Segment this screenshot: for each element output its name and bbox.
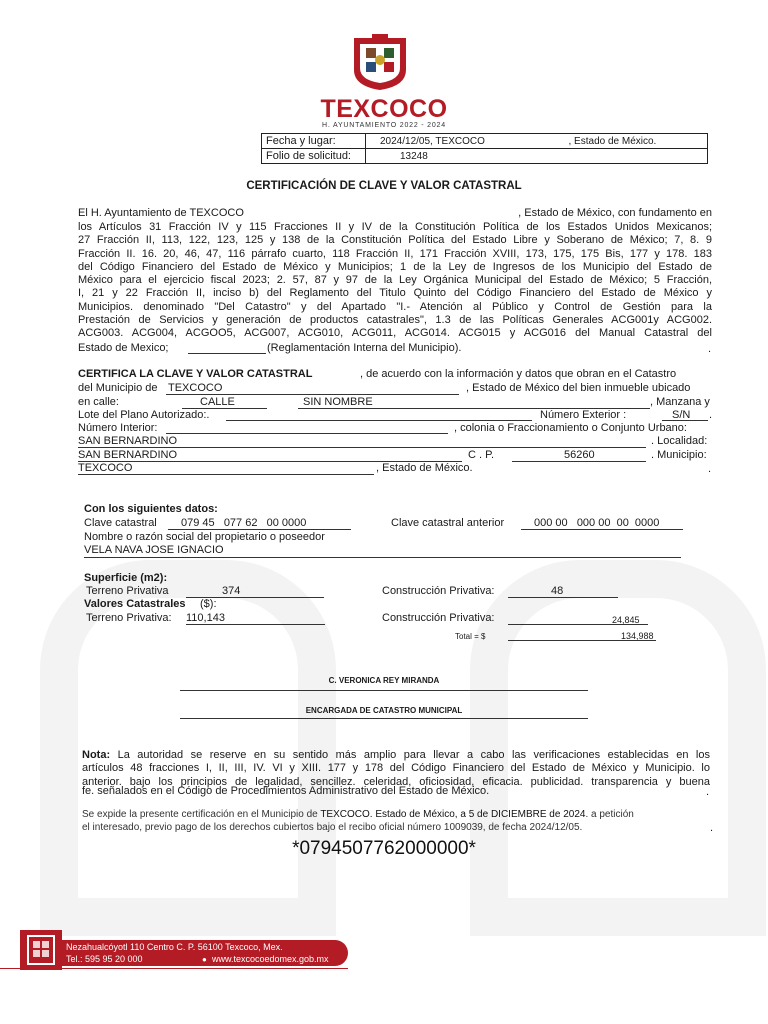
clave-anterior-value: 000 00 000 00 00 0000 xyxy=(534,517,660,529)
signer-name: C. VERONICA REY MIRANDA xyxy=(328,676,440,685)
intro-line: I, 21 y 22 Fracción II, inciso b) del Reglamento del Titulo Quinto del Código Financiero del Estado de México y xyxy=(78,287,712,300)
date-label: Fecha y lugar: xyxy=(262,134,366,149)
signature-line-1 xyxy=(180,690,588,691)
footer-bar xyxy=(62,940,348,966)
terreno-value: 374 xyxy=(222,585,241,597)
folio-value: 13248 xyxy=(400,150,428,162)
intro-line: Municipios. denominado "Del Catastro" y del Apartado "I.- Atención al Público y Control de Gestión para la xyxy=(78,300,712,313)
municipio-value: TEXCOCO xyxy=(168,382,223,394)
municipio2-value: TEXCOCO xyxy=(78,462,133,474)
intro-line: del Código Financiero del Estado de México y Municipios; 1 de la Ley de Ingresos de los Municipio del Estado de xyxy=(78,260,712,273)
nombre-line xyxy=(84,557,681,558)
intro-dot: . xyxy=(708,343,712,355)
localidad-label: . Localidad: xyxy=(651,435,708,447)
cp-label: C . P. xyxy=(468,449,495,461)
expide-day: 5 de DICIEMBRE de 2024 xyxy=(468,809,586,820)
intro-line: ACG003. ACG004, ACGOO5, ACG007, ACG010, ACG011, ACG014. ACG015 y ACG016 del Manual Catastral del xyxy=(78,327,712,340)
coat-of-arms-logo xyxy=(348,34,412,92)
footer-emblem xyxy=(20,930,62,970)
nombre-value: VELA NAVA JOSE IGNACIO xyxy=(84,544,224,556)
signer-position: ENCARGADA DE CATASTRO MUNICIPAL xyxy=(305,706,463,715)
num-ext-value: S/N xyxy=(672,409,691,421)
nota-line: anterior. bajo los principios de legalidad, sencillez. celeridad, oficiosidad, eficacia. publicidad. transparencia y buena xyxy=(82,775,710,788)
num-int-label: Número Interior: xyxy=(78,422,158,434)
folio-label: Folio de solicitud: xyxy=(262,149,366,164)
total-line xyxy=(508,640,656,641)
clave-anterior-label: Clave catastral anterior xyxy=(391,517,505,529)
expide-line-2: el interesado, previo pago de los derechos cubiertos bajo el recibo oficial número 1009039, de fecha 2024/12/05. xyxy=(82,822,583,833)
terreno-valor-label: Terreno Privativa: xyxy=(86,612,172,624)
nota-dot: . xyxy=(706,786,710,798)
municipio2-label: . Municipio: xyxy=(651,449,707,461)
intro-line: los Artículos 31 Fracción IV y 115 Fracciones II y IV de la Constitución Política de los Estados Unidos Mexicanos; xyxy=(78,221,712,233)
colonia-value: SAN BERNARDINO xyxy=(78,435,178,447)
num-ext-dot: . xyxy=(709,409,713,421)
localidad-value: SAN BERNARDINO xyxy=(78,449,178,461)
construccion-line xyxy=(508,597,618,598)
colonia-line xyxy=(78,447,646,448)
cp-line xyxy=(512,461,646,462)
barcode-text: *0794507762000000* xyxy=(292,838,476,859)
calle-value-2: SIN NOMBRE xyxy=(303,396,373,408)
construccion-valor-value: 24,845 xyxy=(612,615,640,625)
intro-start: El H. Ayuntamiento de TEXCOCO xyxy=(78,207,244,219)
municipio-line xyxy=(166,394,459,395)
footer-divider xyxy=(0,968,348,969)
num-ext-line xyxy=(662,420,708,421)
municipio-label: del Municipio de xyxy=(78,382,158,394)
terreno-valor-line xyxy=(186,624,325,625)
intro-blank-line xyxy=(188,353,266,354)
clave-anterior-line xyxy=(521,529,683,530)
calle-label: en calle: xyxy=(78,396,119,408)
signature-line-2 xyxy=(180,718,588,719)
intro-end: , Estado de México, con fundamento en xyxy=(518,207,712,219)
calle-value-1: CALLE xyxy=(200,396,235,408)
footer-web: www.texcocoedomex.gob.mx xyxy=(212,954,329,964)
clave-value: 079 45 077 62 00 0000 xyxy=(181,517,307,529)
nota-label: Nota: xyxy=(82,749,111,761)
valores-label: Valores Catastrales xyxy=(84,598,186,610)
lote-line xyxy=(226,420,532,421)
colonia-label: , colonia o Fraccionamiento o Conjunto Urbano: xyxy=(454,422,687,434)
expide-p2: . Estado de México, a xyxy=(369,809,466,820)
intro-last-end: (Reglamentación Interna del Municipio). xyxy=(267,342,462,354)
valores-unit: ($): xyxy=(200,598,217,610)
num-int-line xyxy=(166,433,448,434)
after-municipio: , Estado de México del bien inmueble ubicado xyxy=(466,382,691,394)
expide-p1: Se expide la presente certificación en el Municipio de xyxy=(82,809,318,820)
date-value: 2024/12/05, TEXCOCO xyxy=(380,135,485,147)
footer-phone: Tel.: 595 95 20 000 xyxy=(66,954,143,964)
intro-last-start: Estado de Mexico; xyxy=(78,342,169,354)
certifica-after-heading: , de acuerdo con la información y datos que obran en el Catastro xyxy=(360,368,677,380)
total-value: 134,988 xyxy=(621,631,654,641)
expide-line-1 xyxy=(82,808,634,822)
municipio2-line xyxy=(78,474,374,475)
manzana-label: , Manzana y xyxy=(650,396,710,408)
datos-heading: Con los siguientes datos: xyxy=(84,503,218,515)
intro-paragraph xyxy=(78,221,712,341)
num-ext-label: Número Exterior : xyxy=(540,409,627,421)
administration-subtitle: H. AYUNTAMIENTO 2022 - 2024 xyxy=(322,122,446,129)
nota-first: La autoridad se reserve en su sentido más amplio para llevar a cabo las verificaciones establecidas en los xyxy=(117,749,710,761)
state-value: , Estado de México. xyxy=(568,135,657,147)
nombre-label: Nombre o razón social del propietario o poseedor xyxy=(84,531,325,543)
construccion-value: 48 xyxy=(551,585,564,597)
intro-line: Prestación de Servicios y generación de productos catastrales", 1.3 de las Políticas Generales ACG001y ACG002. xyxy=(78,314,712,327)
terreno-label: Terreno Privativa xyxy=(86,585,169,597)
expide-city: TEXCOCO xyxy=(320,809,370,820)
construccion-valor-line xyxy=(508,624,648,625)
nota-last: fe. señalados en el Código de Procedimientos Administrativo del Estado de México. xyxy=(82,785,490,797)
expide-p3: . a petición xyxy=(585,809,634,820)
globe-icon: ● xyxy=(202,955,207,964)
document-title: CERTIFICACIÓN DE CLAVE Y VALOR CATASTRAL xyxy=(246,180,522,192)
certifica-end-dot: . xyxy=(708,463,712,475)
superficie-label: Superficie (m2): xyxy=(84,572,168,584)
intro-line: Fracción II. 16. 20, 46, 47, 116 párrafo cuarto, 118 Fracción II, 171 Fracción XVIII, 173, 175, 175 Bis, 177 y 178. 183 xyxy=(78,247,712,260)
total-label: Total = $ xyxy=(455,632,486,641)
certifica-heading: CERTIFICA LA CLAVE Y VALOR CATASTRAL xyxy=(78,368,313,380)
clave-line xyxy=(168,529,351,530)
cp-value: 56260 xyxy=(564,449,595,461)
construccion-valor-label: Construcción Privativa: xyxy=(382,612,495,624)
expide-dot: . xyxy=(710,822,714,834)
construccion-label: Construcción Privativa: xyxy=(382,585,495,597)
municipality-name: TEXCOCO xyxy=(320,95,448,123)
estado-label: , Estado de México. xyxy=(376,462,473,474)
clave-label: Clave catastral xyxy=(84,517,157,529)
request-info-table xyxy=(261,133,708,164)
intro-line: 27 Fracción II, 113, 122, 123, 125 y 138 de la Constitución Política del Estado Libre y Soberano de México; 7, 8. 9 xyxy=(78,234,712,247)
footer-address: Nezahualcóyotl 110 Centro C. P. 56100 Texcoco, Mex. xyxy=(66,942,283,952)
nota-first-line xyxy=(82,749,710,789)
intro-line: México para el ejercicio fiscal 2023; 2. 57, 87 y 97 de la Ley Orgánica Municipal del Estado de México; 5 Fracción, xyxy=(78,274,712,287)
nota-line: artículos 48 fracciones I, II, III, IV. VI y XIII. 177 y 178 del Código Financiero del Estado de México y Municipio. lo xyxy=(82,762,710,775)
terreno-valor-value: 110,143 xyxy=(186,612,225,624)
lote-label: Lote del Plano Autorizado:. xyxy=(78,409,210,421)
